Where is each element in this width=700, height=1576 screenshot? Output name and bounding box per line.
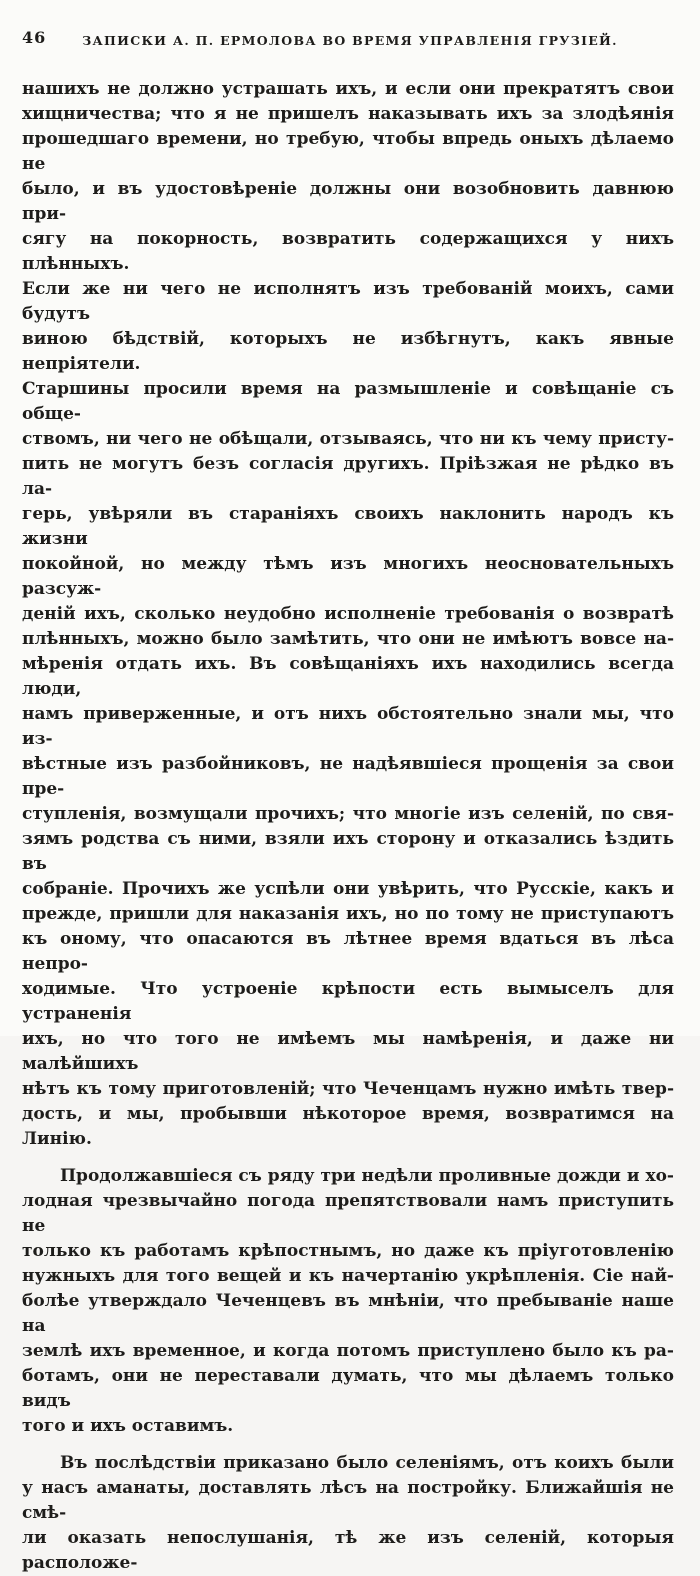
text-line: къ оному, что опасаются въ лѣтнее время вдаться въ лѣса непро- [22, 929, 674, 974]
text-line: зямъ родства съ ними, взяли ихъ сторону и отказались ѣздить въ [22, 829, 674, 874]
paragraph [22, 77, 674, 1152]
text-line: виною бѣдствій, которыхъ не избѣгнутъ, какъ явные непріятели. [22, 329, 674, 374]
text-line: нѣтъ къ тому приготовленій; что Чеченцамъ нужно имѣть твер- [22, 1079, 674, 1099]
text-line: лодная чрезвычайно погода препятствовали намъ приступить не [22, 1191, 674, 1236]
text-line: пить не могутъ безъ согласія другихъ. Пріѣзжая не рѣдко въ ла- [22, 454, 674, 499]
text-line: вѣстные изъ разбойниковъ, не надѣявшіеся прощенія за свои пре- [22, 754, 674, 799]
text-line: землѣ ихъ временное, и когда потомъ приступлено было къ ра- [22, 1341, 674, 1361]
page-header [0, 0, 700, 50]
text-line: плѣнныхъ, можно было замѣтить, что они не имѣютъ вовсе на- [22, 629, 674, 649]
text-line: ихъ, но что того не имѣемъ мы намѣренія, и даже ни малѣйшихъ [22, 1029, 674, 1074]
text-line: намъ приверженные, и отъ нихъ обстоятельно знали мы, что из- [22, 704, 674, 749]
text-line: Въ послѣдствіи приказано было селеніямъ, отъ коихъ были [60, 1453, 674, 1473]
text-line: герь, увѣряли въ стараніяхъ своихъ наклонить народъ къ жизни [22, 504, 674, 549]
text-line: сягу на покорность, возвратить содержащихся у нихъ плѣнныхъ. [22, 229, 674, 274]
text-line: нашихъ не должно устрашать ихъ, и если они прекратятъ свои [22, 79, 674, 99]
text-line: того и ихъ оставимъ. [22, 1416, 234, 1436]
paragraph [22, 1451, 674, 1576]
text-line: мѣренія отдать ихъ. Въ совѣщаніяхъ ихъ находились всегда люди, [22, 654, 674, 699]
text-line: покойной, но между тѣмъ изъ многихъ неосновательныхъ разсуж- [22, 554, 674, 599]
text-line: Продолжавшіеся съ ряду три недѣли проливные дожди и хо- [60, 1166, 674, 1186]
text-line: Старшины просили время на размышленіе и совѣщаніе съ обще- [22, 379, 674, 424]
text-line: только къ работамъ крѣпостнымъ, но даже къ пріуготовленію [22, 1241, 674, 1261]
text-line: было, и въ удостовѣреніе должны они возобновить давнюю при- [22, 179, 674, 224]
text-line: болѣе утверждало Чеченцевъ въ мнѣніи, что пребываніе наше на [22, 1291, 674, 1336]
text-line: у насъ аманаты, доставлять лѣсъ на постройку. Ближайшія не смѣ- [22, 1478, 674, 1523]
running-title: ЗАПИСКИ А. П. ЕРМОЛОВА ВО ВРЕМЯ УПРАВЛЕНІЯ ГРУЗІЕЙ. [82, 33, 618, 48]
text-line: деній ихъ, сколько неудобно исполненіе требованія о возвратѣ [22, 604, 674, 624]
text-line: ботамъ, они не переставали думать, что мы дѣлаемъ только видъ [22, 1366, 674, 1411]
text-line: ствомъ, ни чего не обѣщали, отзываясь, что ни къ чему присту- [22, 429, 674, 449]
text-line: Если же ни чего не исполнятъ изъ требованій моихъ, сами будутъ [22, 279, 674, 324]
text-line: прежде, пришли для наказанія ихъ, но по тому не приступаютъ [22, 904, 674, 924]
page-body [0, 77, 700, 1576]
text-line: ступленія, возмущали прочихъ; что многіе изъ селеній, по свя- [22, 804, 674, 824]
text-line: дость, и мы, пробывши нѣкоторое время, возвратимся на Линію. [22, 1104, 674, 1149]
paragraph [22, 1164, 674, 1439]
text-line: нужныхъ для того вещей и къ начертанію укрѣпленія. Сіе най- [22, 1266, 674, 1286]
text-line: хищничества; что я не пришелъ наказывать ихъ за злодѣянія [22, 104, 674, 124]
text-line: ходимые. Что устроеніе крѣпости есть вымыселъ для устраненія [22, 979, 674, 1024]
text-line: собраніе. Прочихъ же успѣли они увѣрить, что Русскіе, какъ и [22, 879, 674, 899]
text-line: прошедшаго времени, но требую, чтобы впредь оныхъ дѣлаемо не [22, 129, 674, 174]
page-number: 46 [22, 28, 47, 47]
text-line: ли оказать непослушанія, тѣ же изъ селеній, которыя расположе- [22, 1528, 674, 1573]
